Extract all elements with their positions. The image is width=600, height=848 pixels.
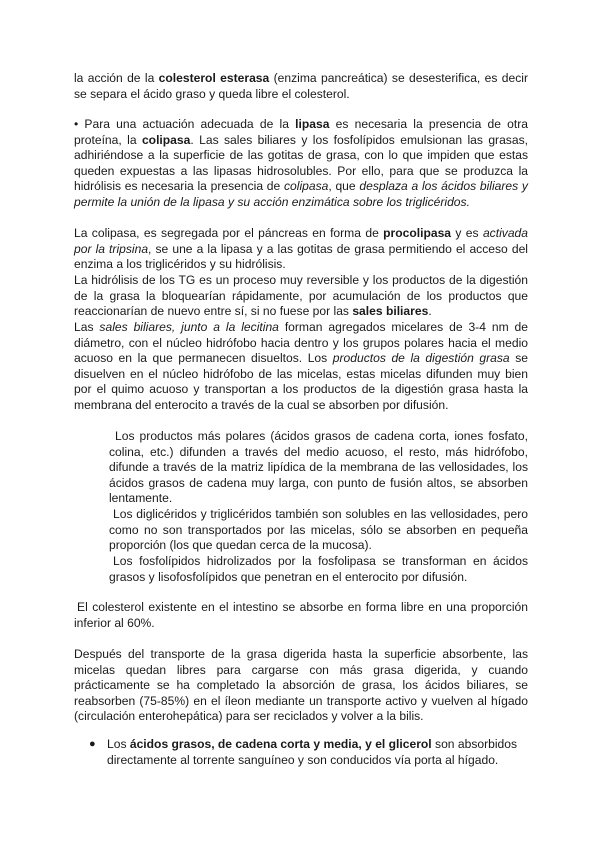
paragraph-digliceridos: Los diglicéridos y triglicéridos también son solubles en las vellosidades, pero como no son transportados por las micelas, sólo se absorben en pequeña proporción (los que quedan cerca de la mucosa). <box>109 507 528 552</box>
paragraph-hidrolisis-tg: La hidrólisis de los TG es un proceso muy reversible y los productos de la digestión de la grasa la bloquearían rápidamente, por acumulación de los productos que reaccionarían de nuevo entre sí, si no fuese por las sales biliares. <box>74 273 528 318</box>
paragraph-productos-polares: Los productos más polares (ácidos grasos de cadena corta, iones fosfato, colina, etc.) difunden a través del medio acuoso, el resto, más hidrófobo, difunde a través de la matriz lipídica de la membrana de las vellosidades, los ácidos grasos de cadena muy larga, con punto de fusión altos, se absorben lentamente. <box>109 429 528 505</box>
paragraph-colesterol-esterasa: la acción de la colesterol esterasa (enzima pancreática) se desesterifica, es decir se separa el ácido graso y queda libre el colesterol. <box>74 71 528 101</box>
paragraph-fosfolipidos: Los fosfolípidos hidrolizados por la fosfolipasa se transforman en ácidos grasos y lisofosfolípidos que penetran en el enterocito por difusión. <box>109 554 528 584</box>
paragraph-transporte-grasa: Después del transporte de la grasa digerida hasta la superficie absorbente, las micelas quedan libres para cargarse con más grasa digerida, y cuando prácticamente se ha completado la absorción de grasa, los ácidos biliares, se reabsorben (75-85%) en el íleon mediante un transporte activo y vuelven al hígado (circulación enterohepática) para ser reciclados y volver a la bilis. <box>74 647 528 723</box>
paragraph-colesterol: El colesterol existente en el intestino se absorbe en forma libre en una proporción inferior al 60%. <box>74 600 528 630</box>
bullet-dot: ● <box>89 738 96 750</box>
paragraph-acidos-grasos-bullet: Los ácidos grasos, de cadena corta y media, y el glicerol son absorbidos directamente al torrente sanguíneo y son conducidos vía porta al hígado. <box>107 737 518 767</box>
paragraph-lipasa-colipasa: • Para una actuación adecuada de la lipasa es necesaria la presencia de otra proteína, la colipasa. Las sales biliares y los fosfolípidos emulsionan las grasas, adhiriéndose a la superficie de las gotitas de grasa, con lo que impiden que estas queden expuestas a las lipasas hidrosolubles. Por ello, para que se produzca la hidrólisis es necesaria la presencia de colipasa, que desplaza a los ácidos biliares y permite la unión de la lipasa y su acción enzimática sobre los triglicéridos. <box>74 117 528 209</box>
paragraph-procolipasa: La colipasa, es segregada por el páncreas en forma de procolipasa y es activada por la tripsina, se une a la lipasa y a las gotitas de grasa permitiendo el acceso del enzima a los triglicéridos y su hidrólisis. <box>74 226 528 271</box>
paragraph-sales-biliares: Las sales biliares, junto a la lecitina forman agregados micelares de 3-4 nm de diámetro, con el núcleo hidrófobo hacia dentro y los grupos polares hacia el medio acuoso en la que permanecen disueltos. Los productos de la digestión grasa se disuelven en el núcleo hidrófobo de las micelas, estas micelas difunden muy bien por el quimo acuoso y transportan a los productos de la digestión grasa hasta la membrana del enterocito a través de la cual se absorben por difusión. <box>74 320 529 412</box>
